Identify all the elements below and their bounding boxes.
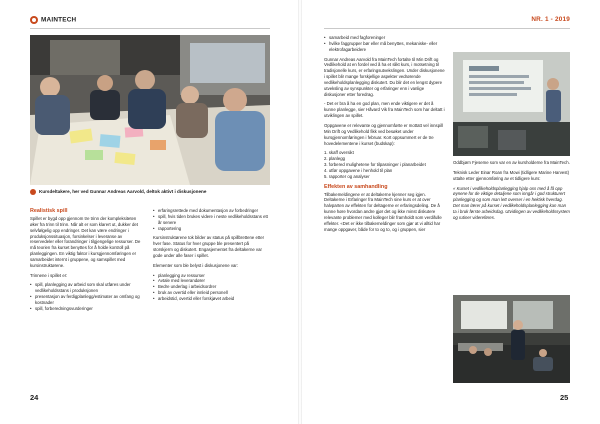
page-number-right: 25: [560, 393, 569, 402]
list-item: • hvilke faggrupper bør eller må benyttes, mekaniske- eller elektrofagarbeidere: [324, 41, 446, 53]
list-item: 1. skaff oversikt: [324, 150, 354, 156]
list-item: • erfaringsrettede med dokumentasjon av forbedringer: [153, 208, 270, 214]
header-rule-right: [324, 28, 570, 29]
page-number-left: 24: [30, 393, 39, 402]
quote: [453, 186, 570, 221]
list-item: 5. rapporter og analyser: [324, 173, 370, 179]
list-item: 2. planlegg: [324, 156, 346, 162]
classroom-photo-illustration: [453, 295, 570, 383]
paragraph: Elementer som ble belyst i diskusjonene var:: [153, 262, 239, 268]
instructor-photo: [453, 52, 570, 156]
header-rule-left: [30, 28, 270, 29]
list-item: • planlegging av ressurser: [153, 273, 270, 279]
issue-number: NR. 1 - 2019: [531, 16, 570, 23]
list-item: • rapportering: [153, 226, 270, 232]
photo-caption-right: Oddbjørn Fjeseme som var en av kursholderne fra MainTech.: [453, 160, 570, 165]
bullet-list: [153, 208, 270, 231]
header-title: MAINTECH: [41, 16, 77, 24]
paragraph: Tilbakemeldingene er at deltakerne kjenner seg igjen. Deltakerne i Erfaringer fra MainTech sine kurs er at over halvparten av effekten for deltagerne er erfaringsdeling. De å kunne høre hvordan andre gjør det og ikke minst diskutere relevante problemer med kolleger blir framholdt som verdifulle effekter. «Det er ikke tilbakemeldinger som gjør at vi alltid har mange oppgaver, både for to og to, og i gruppen, sier: [324, 191, 442, 232]
quote-end: videreføres.: [472, 214, 496, 220]
section-heading-effekten: Effekten av samhandling: [324, 183, 388, 190]
left-column-1: [30, 208, 146, 316]
paragraph: Gunnar Andreas Aarvold fra MainTech fortalte til Min Drift og Vedlikehold at en fordel ved å ha et slikt kurs, i motsetning til tradisjonelle kurs, er erfaringsutvekslingen. Under diskusjonene i spillet blir mange forskjellige aspekter vedrørende vedlikeholdsplanlegging diskutert. Du blir det en lengst dypere utveksling av synspunkter og erfaringer enn i vanlige diskusjoner etter foredrag.: [324, 56, 445, 97]
caption-bullet-icon: [30, 189, 36, 195]
left-column-2: [153, 208, 270, 306]
meeting-photo: [30, 35, 270, 185]
list-item: • Bedre underlag i arbeidsordrer: [153, 284, 270, 290]
photo-caption: [30, 189, 270, 195]
paragraph: Oppgavene er relevante og gjennomførte er mottatt vel innspill Min Drift og Vedlikehold fikk ved besøket under kursgjennomføringen i februar. Kort oppsummert er de tre hovedelementene i kurset (budskap):: [324, 122, 443, 146]
paragraph: - Det er bra å ha en god plan, men ende viktigere er det å kunne planlegge, sier Håvard Vik fra MainTech som har deltatt i utviklingen av spillet.: [324, 101, 445, 119]
photo-caption-text: Kursdeltakere, her ved Gunnar Andreas Aarvold, deltok aktivt i diskusjonene: [39, 189, 207, 195]
bullet-list: [153, 273, 270, 302]
list-item: • samarbeid med fagforeninger: [324, 35, 446, 41]
paragraph: Kursinstruktørene tok bilder av status på spillbrettene etter hver fase. Status for hver gruppe ble presentert på storskjerm og diskutert. Engasjementet fra deltakerne var gode under alle faser i spillet.: [153, 235, 265, 258]
list-item: • Avtale med leverandører: [153, 278, 270, 284]
quote-text: « Kurset i vedlikeholdsplanlegging hjalp oss med å få opp øynene for de viktige detaljene som inngår i god strukturert planlegging og som man lett overser i en hektisk hverdag. Det man lærer på kurset i vedlikeholdsplanlegging kan man ta i bruk første arbeidsdag. Utvidingen av vedlikeholdssystem og rutiner: [453, 185, 570, 220]
numbered-list: [324, 150, 446, 179]
list-item: • spill, hvis tiden brukes videre i neste vedlikeholdsstans ett år senere: [153, 214, 270, 226]
maintech-logo-icon: [30, 16, 38, 24]
right-column-1: [324, 35, 446, 236]
list-item: • presentasjon av ferdigplanlegg/estimater av omfang og kostnader: [30, 294, 146, 306]
right-column-2: [453, 160, 570, 225]
paragraph: Teknisk Leder Einar Roan fra Mowi (tidligere Marine Harvest) uttalte etter gjennomføring av et tidligere kurs:: [453, 169, 570, 181]
list-item: • spill, forberedningsvurderinger: [30, 306, 146, 312]
paragraph: Spillet er bygd opp gjennom tre trinn der kompleksiteten øker fra trinn til trinn. Når alt er som klarert ut, dukker det selvfølgelig opp endringer. Det kan være endringer i produksjonssituasjon, forsinkelser i leveranse av reservedeler eller forandringer i tilgjengelige ressurser. De må teorien fra kurset benyttes for å holde kontroll på planleggingen. En viktig faktor i kursgjennomføringen er samarbeidet internt i gruppene, og samspillet med kursinstruktørene.: [30, 216, 141, 268]
page-gutter: [298, 0, 302, 424]
bullet-list: [324, 35, 446, 53]
meeting-photo-illustration: [30, 35, 270, 185]
section-heading-realistisk-spill: Realistisk spill: [30, 208, 68, 214]
list-item: • bruk av overtid eller innleid personell: [153, 290, 270, 296]
classroom-photo: [453, 295, 570, 383]
bullet-list: [30, 282, 146, 311]
instructor-photo-illustration: [453, 52, 570, 156]
list-item: 4. utfør oppgavene i henhold til plan: [324, 167, 393, 173]
list-item: 3. forbered mulighetene for tilpasninger i planarbeidet: [324, 162, 426, 168]
list-item: • arbeidstid, overtid eller forskjøvet arbeid: [153, 296, 270, 302]
paragraph: Trinnene i spillet er:: [30, 272, 68, 278]
list-item: • spill, planlegging av arbeid som skal utføres under vedlikeholdsstans i produksjonen: [30, 282, 146, 294]
